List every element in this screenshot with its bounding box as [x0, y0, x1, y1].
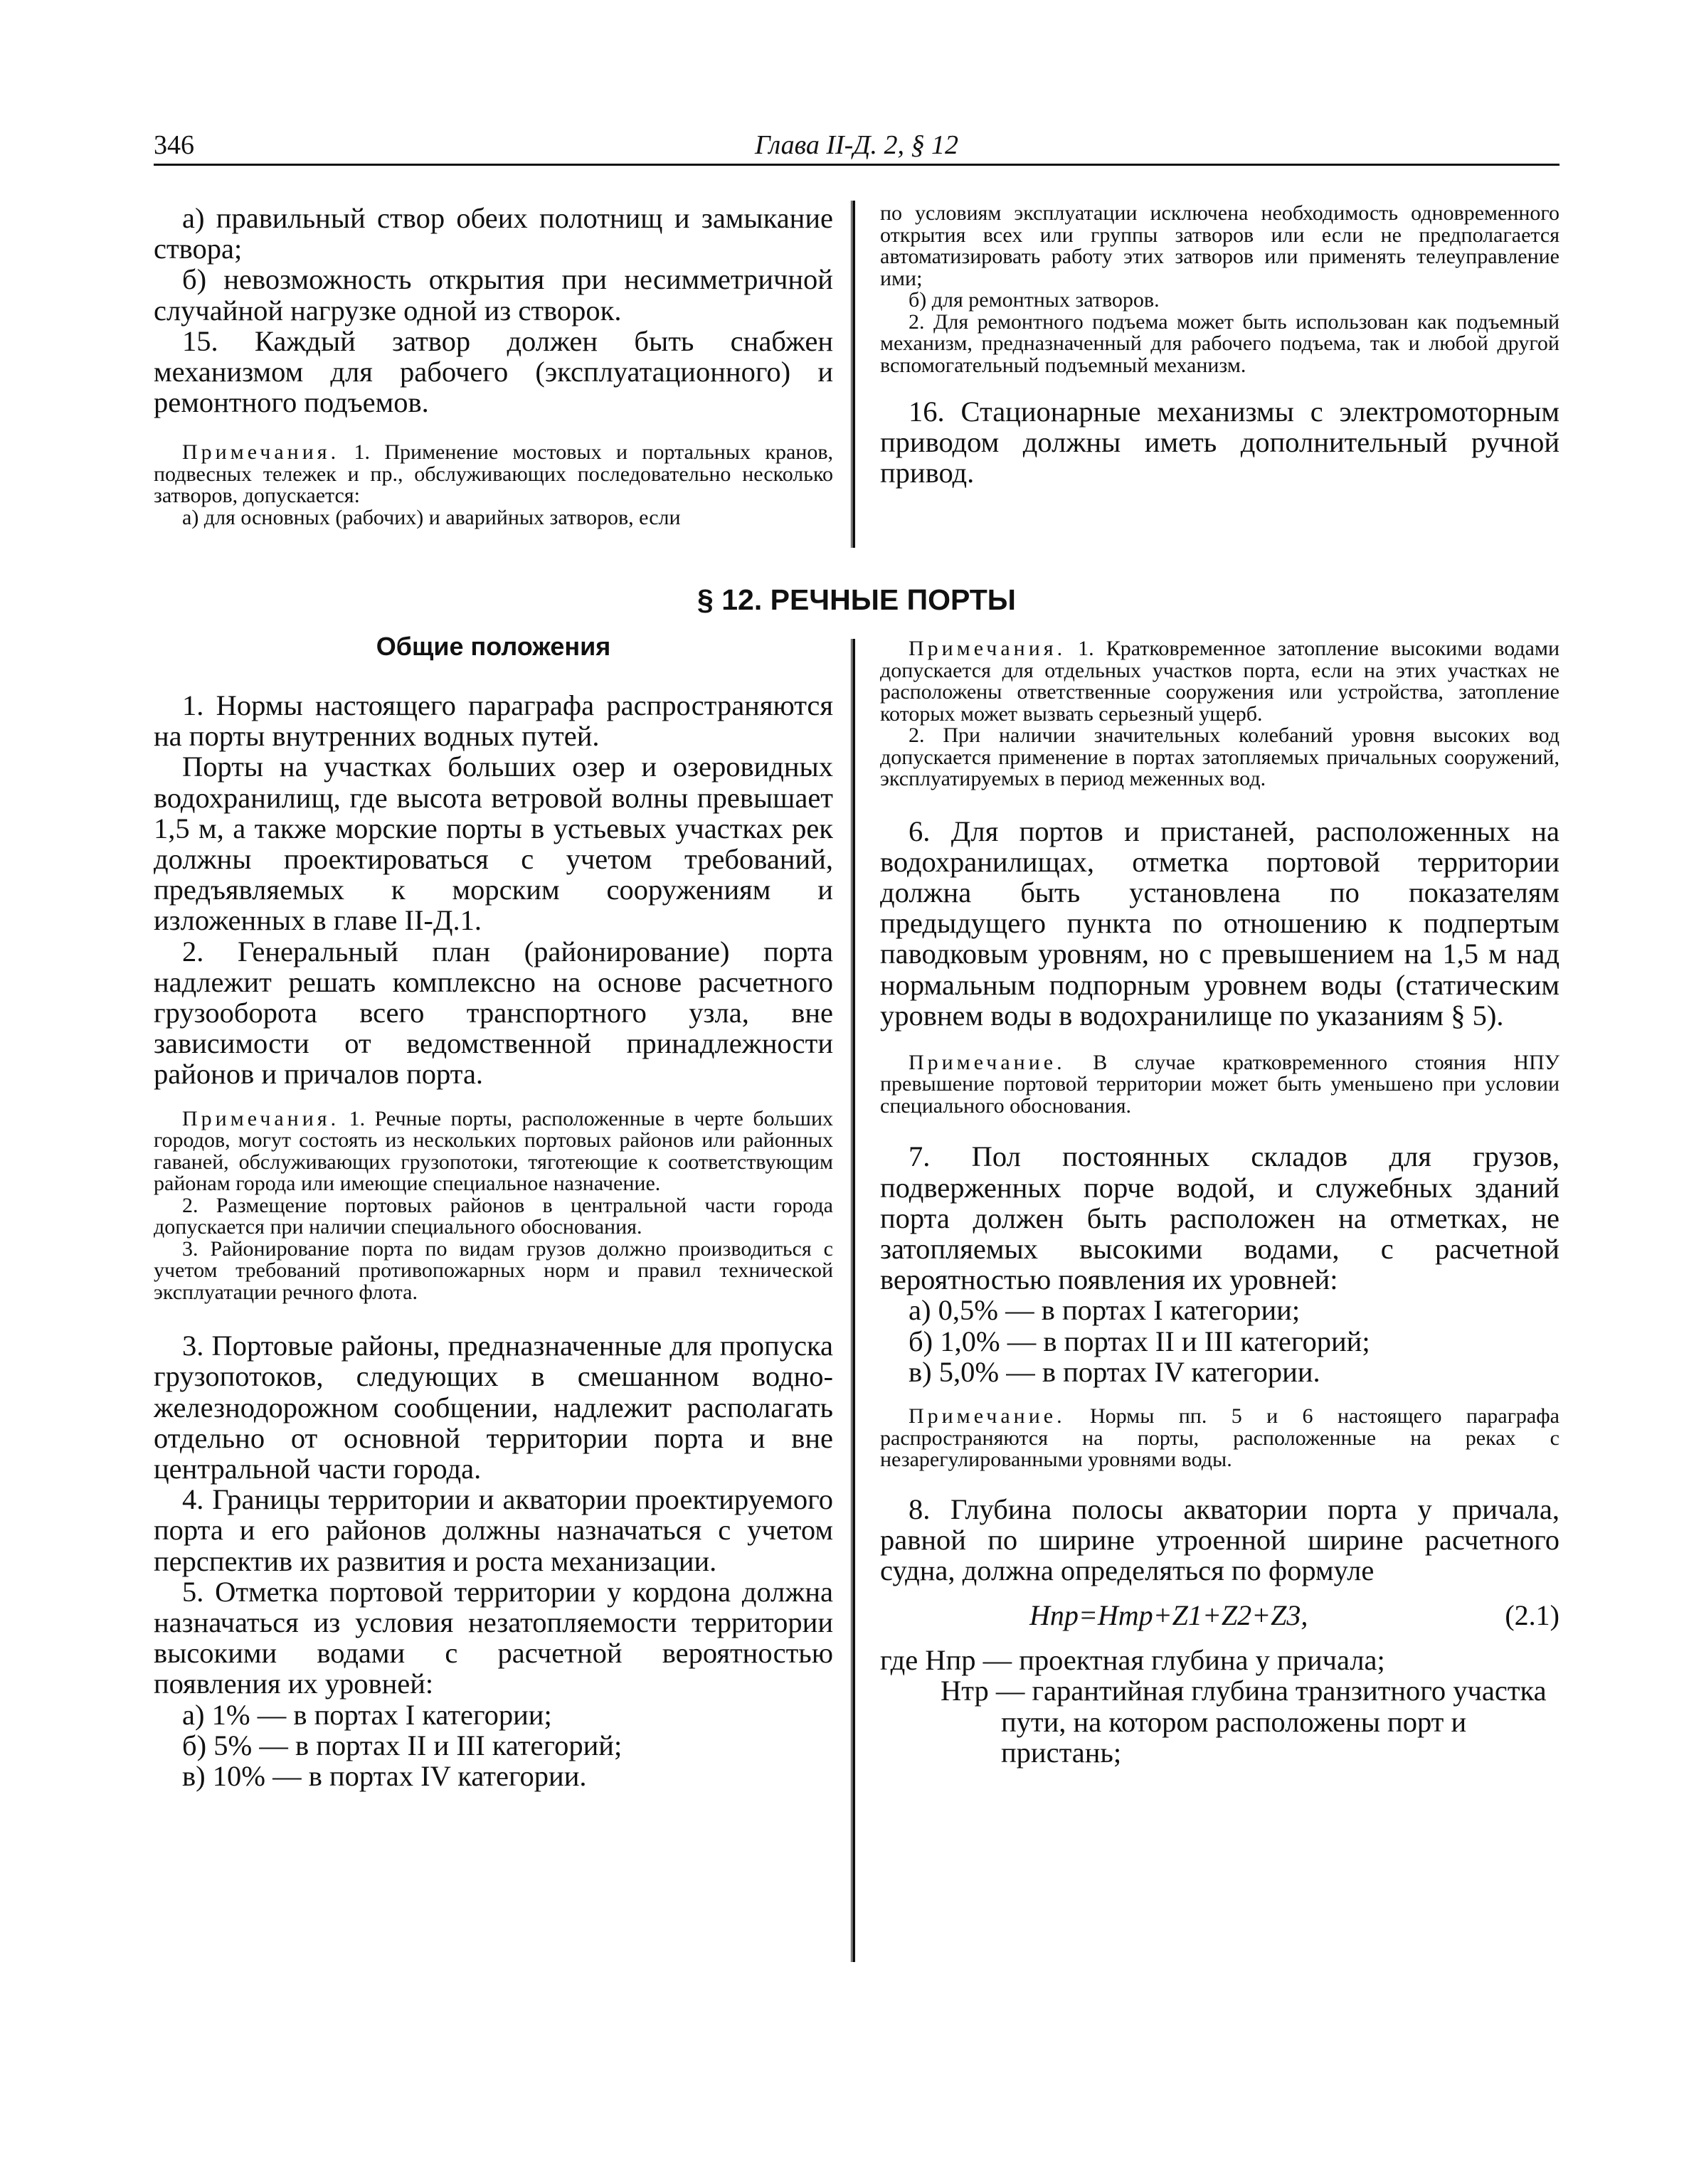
note: [880, 1406, 1559, 1471]
paragraph: 7. Пол постоянных складов для грузов, подверженных порче водой, и служебных зданий порта должен быть расположен на отметках, не затопляемых высокими водами, с расчетной вероятностью появления их уровней:: [880, 1140, 1559, 1296]
where-line: Hтр — гарантийная глубина транзитного участка пути, на котором расположены порт и пристань;: [941, 1675, 1547, 1769]
column-divider: [851, 639, 855, 1962]
paragraph: 2. Генеральный план (районирование) порта надлежит решать комплексно на основе расчетного грузооборота всего транспортного узла, вне зависимости от ведомственной принадлежности районов и причалов порта.: [154, 935, 833, 1091]
note-item: 3. Районирование порта по видам грузов должно производиться с учетом требований противопожарных норм и правил технической эксплуатации речного флота.: [154, 1236, 833, 1304]
note-text: 1. Речные порты, расположенные в черте больших городов, могут состоять из нескольких портовых районов или районных гаваней, обслуживающих грузопотоки, тяготеющие к соответствующим районам города или имеющие специальное назначение.: [154, 1106, 833, 1196]
note-item: 2. Размещение портовых районов в центральной части города допускается при наличии специального обоснования.: [154, 1193, 833, 1239]
note: [154, 1108, 833, 1195]
paragraph: Порты на участках больших озер и озеровидных водохранилищ, где высота ветровой волны превышает 1,5 м, а также морские порты в устьевых участках рек должны проектироваться с учетом требований, предъявляемых к морским сооружениям и изложенных в главе II-Д.1.: [154, 751, 833, 937]
list-item: в) 5,0% — в портах IV категории.: [909, 1355, 1320, 1388]
list-item: в) 10% — в портах IV категории.: [182, 1759, 587, 1792]
note-item: а) для основных (рабочих) и аварийных затворов, если: [182, 505, 681, 529]
note-label: Примечание.: [909, 1050, 1066, 1074]
note-label: Примечание.: [909, 1404, 1066, 1428]
note-item: 2. Для ремонтного подъема может быть использован как подъемный механизм, предназначенный для рабочего подъема, так и любой другой вспомогательный подъемный механизм.: [880, 309, 1559, 377]
formula-number: (2.1): [1505, 1599, 1559, 1632]
paragraph: а) правильный створ обеих полотнищ и замыкание створа;: [154, 202, 833, 265]
note-text: В случае кратковременного стояния НПУ превышение портовой территории может быть уменьшено при условии специального обоснования.: [880, 1050, 1559, 1118]
list-item: б) 5% — в портах II и III категорий;: [182, 1729, 623, 1761]
note-item: 2. При наличии значительных колебаний уровня высоких вод допускается применение в портах затопляемых причальных сооружений, эксплуатируемых в период меженных вод.: [880, 723, 1559, 790]
subheading: Общие положения: [376, 632, 611, 661]
paragraph: 4. Границы территории и акватории проектируемого порта и его районов должны назначаться с учетом перспектив их развития и роста механизации.: [154, 1483, 833, 1577]
paragraph: 6. Для портов и пристаней, расположенных на водохранилищах, отметка портовой территории должна быть установлена по показателям предыдущего пункта по отношению к подпертым паводковым уровням, но с превышением на 1,5 м над нормальным подпорным уровнем воды (статическим уровнем воды в водохранилище по указаниям § 5).: [880, 815, 1559, 1032]
list-item: а) 0,5% — в портах I категории;: [909, 1294, 1301, 1327]
formula: Hпр=Hтр+Z1+Z2+Z3,: [1029, 1599, 1308, 1632]
note-text: 1. Применение мостовых и портальных кранов, подвесных тележек и пр., обслуживающих последовательно несколько затворов, допускается:: [154, 440, 833, 508]
paragraph: 3. Портовые районы, предназначенные для пропуска грузопотоков, следующих в смешанном водно-железнодорожном сообщении, надлежит располагать отдельно от основной территории порта и вне центральной части города.: [154, 1330, 833, 1485]
list-item: а) 1% — в портах I категории;: [182, 1698, 552, 1731]
left-column: [154, 632, 833, 1791]
paragraph: б) невозможность открытия при несимметричной случайной нагрузке одной из створок.: [154, 263, 833, 327]
where-line: где Hпр — проектная глубина у причала;: [880, 1644, 1385, 1677]
paragraph: 8. Глубина полосы акватории порта у причала, равной по ширине утроенной ширине расчетного судна, должна определяться по формуле: [880, 1493, 1559, 1586]
section-title: § 12. РЕЧНЫЕ ПОРТЫ: [697, 583, 1016, 616]
note-continuation: по условиям эксплуатации исключена необходимость одновременного открытия всех или группы затворов или если не предполагается автоматизировать работу этих затворов или применять телеуправление ими;: [880, 201, 1559, 290]
page-header: [154, 127, 1559, 166]
formula-row: [880, 1599, 1559, 1632]
right-column: [880, 638, 1559, 1768]
note: [880, 638, 1559, 725]
column-divider: [851, 201, 855, 548]
top-right-column: [880, 203, 1559, 489]
note: [880, 1052, 1559, 1118]
note-text: 1. Кратковременное затопление высокими водами допускается для отдельных участков порта, если на этих участках не расположены ответственные сооружения или устройства, затопление которых может вызвать серьезный ущерб.: [880, 637, 1559, 726]
page-number: 346: [154, 130, 194, 160]
note: [154, 442, 833, 507]
running-head: Глава II-Д. 2, § 12: [754, 130, 958, 160]
paragraph: 5. Отметка портовой территории у кордона должна назначаться из условия незатопляемости территории высокими водами с расчетной вероятностью появления их уровней:: [154, 1575, 833, 1700]
list-item: б) 1,0% — в портах II и III категорий;: [909, 1325, 1370, 1357]
paragraph: 15. Каждый затвор должен быть снабжен механизмом для рабочего (эксплуатационного) и ремонтного подъемов.: [154, 324, 833, 419]
note-label: Примечания.: [182, 1106, 340, 1130]
note-item: б) для ремонтных затворов.: [909, 288, 1160, 312]
note-text: Нормы пп. 5 и 6 настоящего параграфа распространяются на порты, расположенные на реках с незарегулированными уровнями воды.: [880, 1404, 1559, 1472]
note-label: Примечания.: [182, 440, 340, 465]
note-label: Примечания.: [909, 637, 1066, 660]
paragraph: 16. Стационарные механизмы с электромоторным приводом должны иметь дополнительный ручной привод.: [880, 396, 1559, 489]
paragraph: 1. Нормы настоящего параграфа распространяются на порты внутренних водных путей.: [154, 689, 833, 753]
top-left-column: [154, 203, 833, 529]
